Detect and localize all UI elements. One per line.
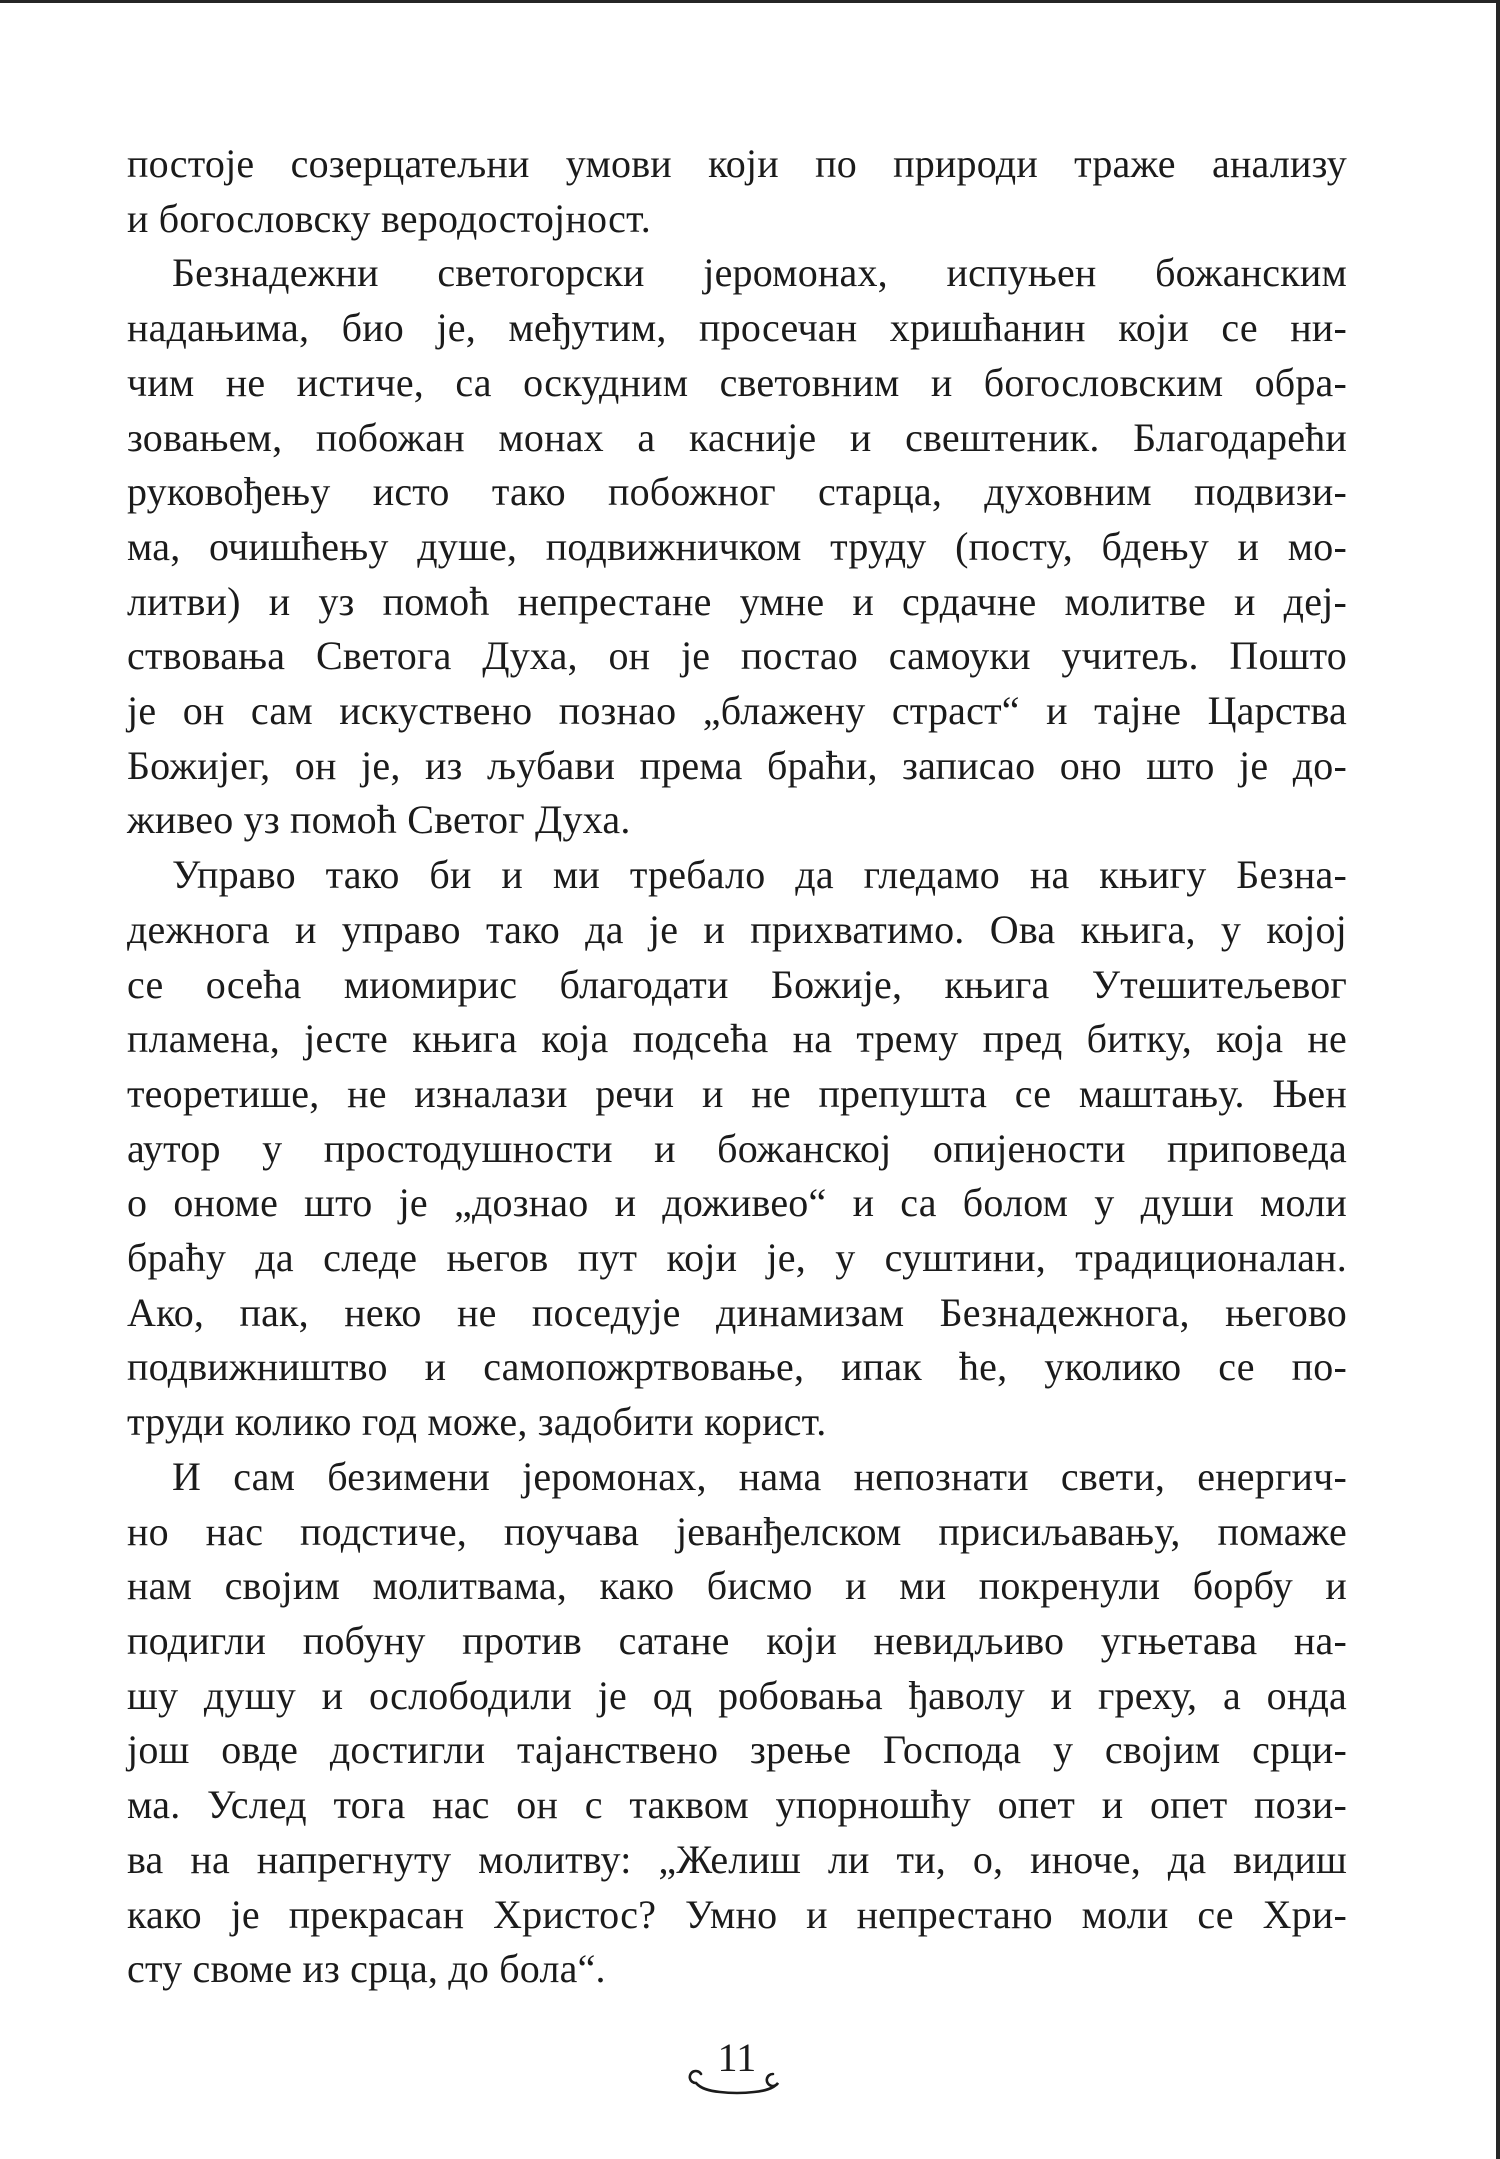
text-line: ма, очишћењу душе, подвижничком труду (посту, бдењу и мо- [127,523,1347,569]
text-line: литви) и уз помоћ непрестане умне и срдачне молитве и деј- [127,578,1347,624]
text-line: је он сам искуствено познао „блажену страст“ и тајне Царства [127,688,1347,734]
text-line: теоретише, не изналази речи и не препушта се маштању. Њен [127,1070,1347,1116]
page-edge-right [1496,0,1500,2159]
text-line: подигли побуну против сатане који невидљиво угњетава на- [127,1617,1347,1663]
text-line: нам својим молитвама, како бисмо и ми покренули борбу и [127,1563,1347,1609]
text-line: труди колико год може, задобити корист. [127,1399,827,1445]
text-line: још овде достигли тајанствено зрење Господа у својим срци- [127,1727,1347,1773]
text-line: Управо тако би и ми требало да гледамо на књигу Безна- [172,852,1347,898]
text-line: И сам безимени јеромонах, нама непознати свети, енергич- [172,1453,1347,1499]
text-line: пламена, јесте књига која подсећа на трему пред битку, која не [127,1016,1347,1062]
text-line: Божијег, он је, из љубави према браћи, записао оно што је до- [127,742,1347,788]
text-line: ствовања Светога Духа, он је постао самоуки учитељ. Пошто [127,633,1347,679]
text-line: о ономе што је „дознао и доживео“ и са болом у души моли [127,1180,1347,1226]
text-line: Ако, пак, неко не поседује динамизам Безнадежнога, његово [127,1289,1347,1335]
text-line: чим не истиче, са оскудним световним и богословским обра- [127,359,1347,405]
page-footer [127,2034,1347,2095]
text-line: подвижништво и самопожртвовање, ипак ће, уколико се по- [127,1344,1347,1390]
text-line: ма. Услед тога нас он с таквом упорношћу опет и опет пози- [127,1782,1347,1828]
paragraph [127,1450,1347,1997]
text-line: живео уз помоћ Светог Духа. [127,797,631,843]
text-line: надањима, био је, међутим, просечан хришћанин који се ни- [127,305,1347,351]
text-line: Безнадежни светогорски јеромонах, испуњен божанским [172,250,1347,296]
page-number: 11 [717,2034,757,2080]
text-line: шу душу и ослободили је од робовања ђаволу и греху, а онда [127,1672,1347,1718]
page-edge-top [0,0,1500,3]
text-line: зовањем, побожан монах а касније и свештеник. Благодарећи [127,414,1347,460]
text-line: сту своме из срца, до бола“. [127,1946,606,1992]
text-line: дежнога и управо тако да је и прихватимо. Ова књига, у којој [127,906,1347,952]
paragraph [127,848,1347,1450]
text-line: но нас подстиче, поучава јеванђелском присиљавању, помаже [127,1508,1347,1554]
text-line: браћу да следе његов пут који је, у суштини, традиционалан. [127,1235,1347,1281]
text-line: се осећа миомирис благодати Божије, књига Утешитељевог [127,961,1347,1007]
text-line: руковођењу исто тако побожног старца, духовним подвизи- [127,469,1347,515]
text-line: постоје созерцатељни умови који по природи траже анализу [127,141,1347,186]
paragraph [127,137,1347,246]
text-line: аутор у простодушности и божанској опијености приповеда [127,1125,1347,1171]
text-line: ва на напрегнуту молитву: „Желиш ли ти, о, иноче, да видиш [127,1836,1347,1882]
text-line: како је прекрасан Христос? Умно и непрестано моли се Хри- [127,1891,1347,1937]
paragraph [127,246,1347,848]
text-block [127,137,1347,2095]
text-line: и богословску веродостојност. [127,195,652,241]
